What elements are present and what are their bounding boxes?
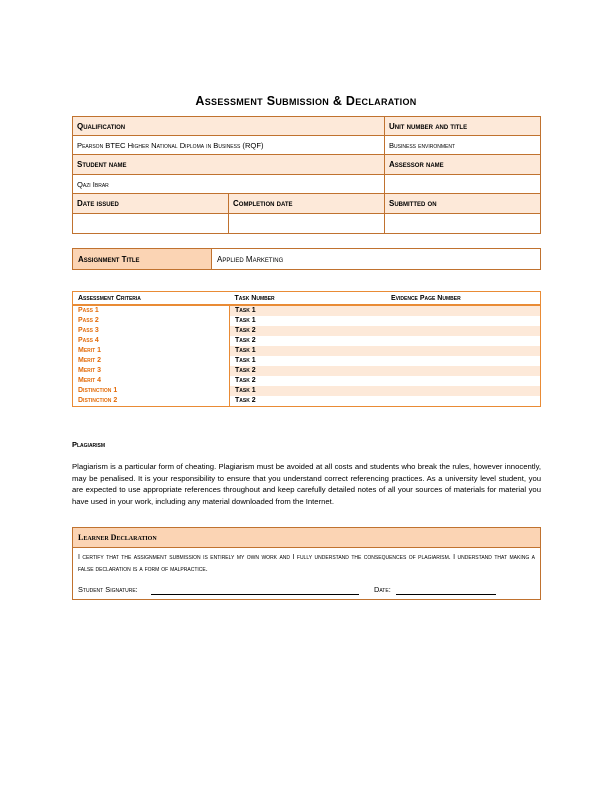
task-cell: Task 1	[235, 317, 256, 324]
criteria-cell: Pass 4	[73, 336, 230, 346]
evidence-cell[interactable]	[386, 376, 541, 386]
task-cell: Task 1	[235, 357, 256, 364]
table-row	[73, 386, 541, 396]
criteria-cell: Merit 3	[73, 366, 230, 376]
student-name-value[interactable]: Qazi Ibrar	[73, 175, 385, 194]
task-cell: Task 1	[230, 386, 387, 396]
assessor-name-value[interactable]	[384, 175, 540, 194]
evidence-cell[interactable]	[386, 346, 541, 356]
assignment-title-value[interactable]: Applied Marketing	[212, 249, 541, 270]
criteria-cell: Pass 1	[73, 305, 230, 316]
student-name-label: Student name	[73, 155, 385, 175]
plagiarism-text: Plagiarism is a particular form of cheating. Plagiarism must be avoided at all costs and students who break the rules, however innocently, may be penalised. It is your responsibility to ensure that you understand correct referencing practices. As a university level student, you are expected to use appropriate references throughout and keep carefully detailed notes of all your sources of materials for material you have used in your work, including any material downloaded from the Internet.	[72, 462, 541, 506]
signature-label: Student Signature:	[78, 585, 138, 594]
unit-value[interactable]: Business environment	[384, 136, 540, 155]
declaration-body	[73, 548, 541, 600]
evidence-cell[interactable]	[386, 356, 541, 366]
submission-form	[72, 116, 541, 234]
evidence-cell[interactable]	[386, 305, 541, 316]
task-cell: Task 2	[235, 337, 256, 344]
criteria-cell: Merit 4	[73, 376, 230, 386]
table-row	[73, 376, 541, 386]
qualification-value[interactable]: Pearson BTEC Higher National Diploma in Business (RQF)	[73, 136, 385, 155]
signature-line[interactable]	[151, 594, 359, 595]
completion-date-value[interactable]	[229, 214, 385, 234]
evidence-cell[interactable]	[386, 386, 541, 396]
plagiarism-heading: Plagiarism	[72, 440, 106, 449]
criteria-cell: Distinction 1	[73, 386, 230, 396]
signature-row	[78, 585, 535, 597]
criteria-cell: Pass 2	[73, 316, 230, 326]
qualification-label: Qualification	[73, 117, 385, 136]
declaration-text: I certify that the assignment submission is entirely my own work and I fully understand the consequences of plagiarism. I understand that making a false declaration is a form of malpractice.	[78, 554, 535, 573]
task-cell: Task 2	[235, 377, 256, 384]
table-row	[73, 356, 541, 366]
table-row	[73, 316, 541, 326]
task-cell: Task 2	[230, 366, 387, 376]
task-cell: Task 2	[230, 326, 387, 336]
date-line[interactable]	[396, 594, 496, 595]
evidence-cell[interactable]	[386, 326, 541, 336]
table-row	[73, 336, 541, 346]
date-issued-label: Date issued	[73, 194, 229, 214]
unit-label: Unit number and title	[384, 117, 540, 136]
table-row	[73, 346, 541, 356]
criteria-cell: Merit 1	[73, 346, 230, 356]
evidence-cell[interactable]	[386, 336, 541, 346]
assignment-title-label: Assignment Title	[73, 249, 212, 270]
assignment-title-table	[72, 248, 541, 270]
declaration-heading: Learner Declaration	[73, 528, 541, 548]
criteria-table	[72, 291, 541, 407]
evidence-page-header: Evidence Page Number	[386, 292, 541, 306]
date-label: Date:	[374, 585, 391, 594]
criteria-cell: Merit 2	[73, 356, 230, 366]
table-row	[73, 396, 541, 407]
evidence-cell[interactable]	[386, 316, 541, 326]
learner-declaration	[72, 527, 541, 600]
submitted-on-label: Submitted on	[384, 194, 540, 214]
completion-date-label: Completion date	[229, 194, 385, 214]
page-title: Assessment Submission & Declaration	[195, 94, 417, 108]
criteria-cell: Distinction 2	[73, 396, 230, 407]
table-row	[73, 366, 541, 376]
evidence-cell[interactable]	[386, 396, 541, 407]
task-cell: Task 1	[230, 305, 387, 316]
date-issued-value[interactable]	[73, 214, 229, 234]
table-row	[73, 305, 541, 316]
criteria-cell: Pass 3	[73, 326, 230, 336]
table-row	[73, 326, 541, 336]
criteria-header: Assessment Criteria	[73, 292, 230, 306]
submitted-on-value[interactable]	[384, 214, 540, 234]
task-cell: Task 2	[235, 397, 256, 404]
task-number-header: Task Number	[230, 292, 387, 306]
assessor-name-label: Assessor name	[384, 155, 540, 175]
evidence-cell[interactable]	[386, 366, 541, 376]
task-cell: Task 1	[230, 346, 387, 356]
